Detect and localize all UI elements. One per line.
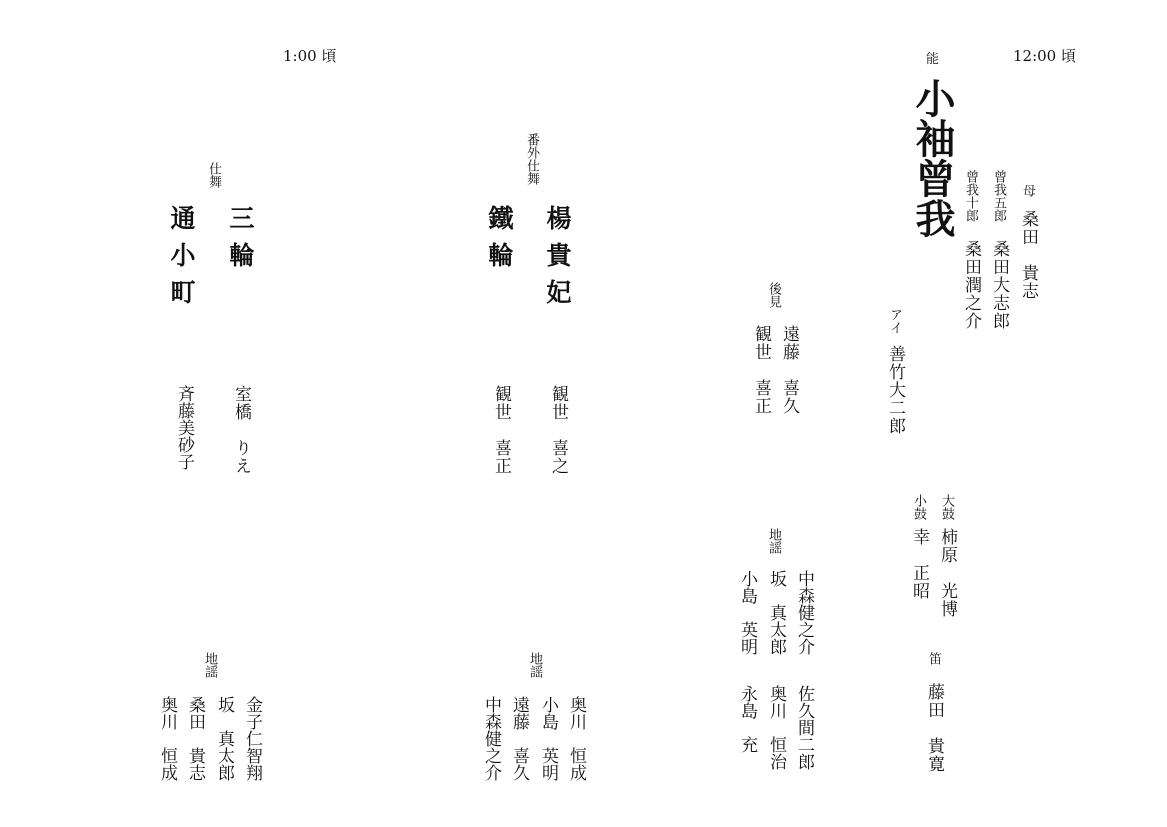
shimai-extra-jiutai-performer-3: 遠藤 喜久 (509, 696, 529, 781)
cast-role-mother: 母 (1020, 184, 1035, 197)
koken-performer-1: 遠藤 喜久 (779, 325, 799, 415)
fue-performer: 藤田 貴寛 (924, 683, 944, 773)
start-time-noon: 12:00 頃 (1013, 47, 1076, 65)
otsuzumi-performer: 柿原 光博 (937, 528, 957, 618)
shimai-extra-category-label: 番外仕舞 (524, 133, 539, 185)
shimai-jiutai-performer-3: 桑田 貴志 (185, 696, 205, 781)
shimai-extra-jiutai-performer-2: 小島 英明 (538, 696, 558, 781)
cast-performer-juro: 桑田潤之介 (961, 240, 981, 330)
shimai-extra-jiutai-performer-4: 中森健之介 (481, 696, 501, 781)
cast-performer-mother: 桑田 貴志 (1018, 210, 1038, 300)
noh-jiutai-performer-3: 小島 英明 (737, 570, 757, 655)
fue-label: 笛 (926, 652, 941, 665)
shimai-performer-2: 斉藤美砂子 (174, 385, 194, 470)
shimai-jiutai-performer-4: 奥川 恒成 (157, 696, 177, 781)
shimai-category-label: 仕舞 (206, 162, 221, 188)
noh-category-label: 能 (926, 52, 940, 67)
shimai-jiutai-performer-2: 坂 真太郎 (214, 696, 234, 781)
noh-jiutai-performer-5: 奥川 恒治 (766, 685, 786, 770)
kotsuzumi-performer: 幸 正昭 (909, 528, 929, 600)
shimai-title-2: 通小町 (167, 205, 196, 316)
noh-title: 小袖曾我 (909, 78, 956, 238)
shimai-performer-1: 室橋 りえ (231, 385, 251, 475)
koken-performer-2: 観世 喜正 (751, 325, 771, 415)
shimai-extra-title-2: 鐵輪 (485, 205, 514, 279)
cast-role-juro: 曾我十郎 (963, 170, 978, 222)
kotsuzumi-label: 小鼓 (911, 494, 926, 520)
noh-jiutai-performer-6: 永島 充 (737, 685, 757, 753)
shimai-extra-performer-1: 観世 喜之 (548, 385, 568, 475)
noh-jiutai-performer-2: 坂 真太郎 (766, 570, 786, 655)
start-time-late: 1:00 頃 (283, 47, 337, 65)
shimai-extra-performer-2: 観世 喜正 (491, 385, 511, 475)
shimai-extra-jiutai-performer-1: 奥川 恒成 (566, 696, 586, 781)
shimai-jiutai-label: 地謡 (202, 652, 217, 678)
shimai-extra-jiutai-label: 地謡 (527, 652, 542, 678)
shimai-title-1: 三輪 (226, 205, 255, 279)
cast-role-ai: アイ (887, 308, 902, 334)
shimai-jiutai-performer-1: 金子仁智翔 (242, 696, 262, 781)
noh-jiutai-performer-4: 佐久間二郎 (794, 685, 814, 770)
noh-jiutai-label: 地謡 (766, 528, 781, 554)
shimai-extra-title-1: 楊貴妃 (543, 205, 572, 316)
otsuzumi-label: 大鼓 (939, 494, 954, 520)
cast-role-goro: 曾我五郎 (991, 170, 1006, 222)
cast-performer-ai: 善竹大二郎 (885, 345, 905, 435)
noh-jiutai-performer-1: 中森健之介 (794, 570, 814, 655)
koken-label: 後見 (766, 282, 781, 308)
cast-performer-goro: 桑田大志郎 (989, 240, 1009, 330)
